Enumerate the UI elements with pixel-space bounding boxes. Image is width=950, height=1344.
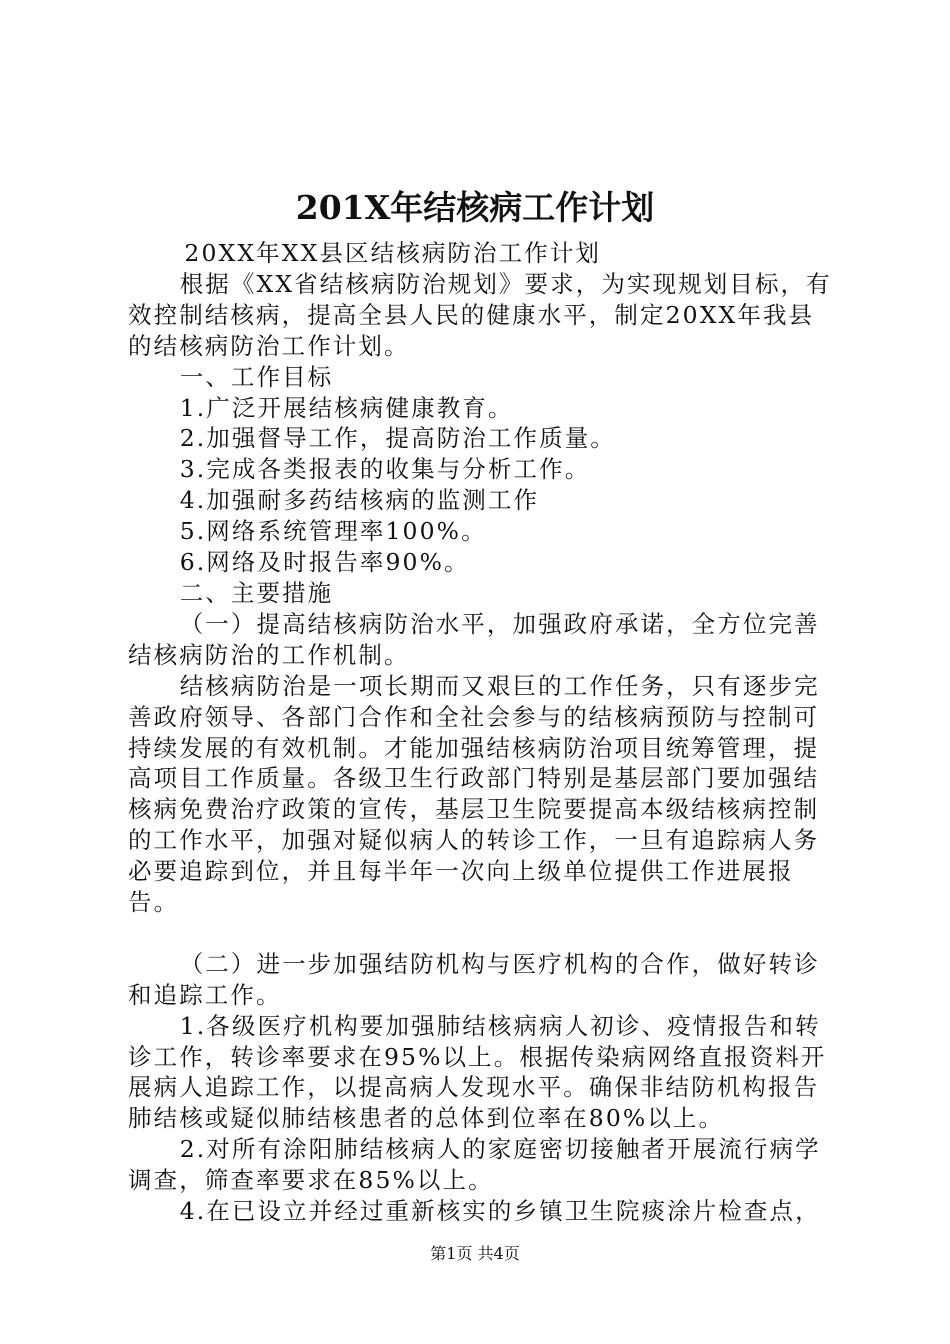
goal-item-2: 2.加强督导工作，提高防治工作质量。 (179, 424, 616, 453)
heading-measures: 二、主要措施 (179, 578, 334, 607)
document-body (128, 238, 833, 1227)
document-title: 201X年结核病工作计划 (295, 188, 655, 227)
goal-item-4: 4.加强耐多药结核病的监测工作 (179, 486, 540, 515)
blank-line (128, 918, 833, 949)
measure-1-body: 结核病防治是一项长期而又艰巨的工作任务，只有逐步完善政府领导、各部门合作和全社会参与的结核病预防与控制可持续发展的有效机制。才能加强结核病防治项目统筹管理，提高项目工作质量。各级卫生行政部门特别是基层部门要加强结核病免费治疗政策的宣传，基层卫生院要提高本级结核病控制的工作水平，加强对疑似病人的转诊工作，一旦有追踪病人务必要追踪到位，并且每半年一次向上级单位提供工作进展报告。 (128, 671, 820, 917)
goal-item-1: 1.广泛开展结核病健康教育。 (179, 393, 514, 422)
page-footer: 第1页 共4页 (430, 1244, 520, 1263)
goal-item-3: 3.完成各类报表的收集与分析工作。 (179, 455, 591, 484)
measure-2-item-1: 1.各级医疗机构要加强肺结核病病人初诊、疫情报告和转诊工作，转诊率要求在95%以上。根据传染病网络直报资料开展病人追踪工作，以提高病人发现水平。确保非结防机构报告肺结核或疑似肺结核患者的总体到位率在80%以上。 (128, 1011, 827, 1133)
heading-goals: 一、工作目标 (179, 362, 334, 391)
measure-2-heading: （二）进一步加强结防机构与医疗机构的合作，做好转诊和追踪工作。 (128, 949, 820, 1009)
goal-item-5: 5.网络系统管理率100%。 (179, 517, 487, 546)
paragraph-subtitle: 20XX年XX县区结核病防治工作计划 (184, 239, 602, 267)
measure-2-item-2: 2.对所有涂阳肺结核病人的家庭密切接触者开展流行病学调查，筛查率要求在85%以上。 (128, 1135, 821, 1195)
paragraph-intro: 根据《XX省结核病防治规划》要求，为实现规划目标，有效控制结核病，提高全县人民的健康水平，制定20XX年我县的结核病防治工作计划。 (128, 269, 832, 360)
measure-2-item-4: 4.在已设立并经过重新核实的乡镇卫生院痰涂片检查点， (179, 1197, 821, 1226)
measure-1-heading: （一）提高结核病防治水平，加强政府承诺，全方位完善结核病防治的工作机制。 (128, 609, 820, 669)
goal-item-6: 6.网络及时报告率90%。 (179, 548, 470, 577)
